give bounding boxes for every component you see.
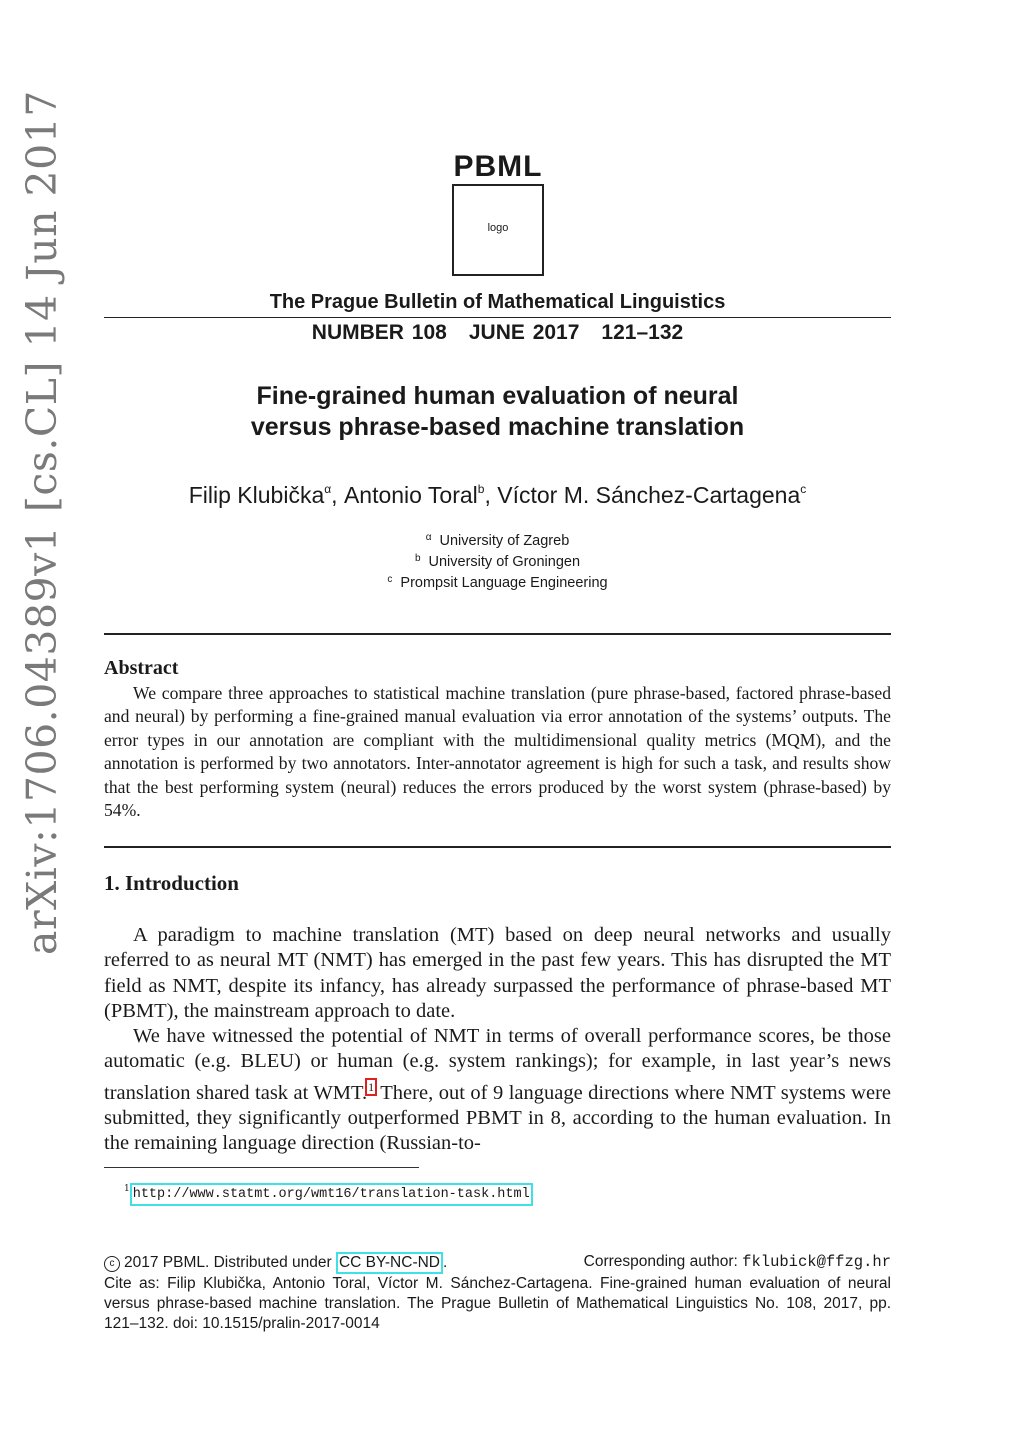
issue-date: JUNE 2017 [468,321,580,344]
abstract-heading: Abstract [104,657,179,679]
affiliation [104,550,891,571]
corresponding-label: Corresponding author: [583,1253,743,1270]
author-name: Antonio Toral [343,482,478,508]
affiliation-mark: c [387,574,393,585]
license-trailing-punct: . [443,1254,448,1271]
journal-name: The Prague Bulletin of Mathematical Linguistics [269,291,726,313]
copyright-text: 2017 PBML. Distributed under [124,1254,336,1271]
paragraph-text: There, out of 9 language directions where NMT systems were submitted, they significantly outperformed PBMT in 8, according to the human evaluation. In the remaining language direction (Russian-to- [104,1081,891,1155]
corresponding-author [584,1252,891,1274]
introduction-body [104,923,891,1157]
author-name: Filip Klubička [188,482,325,508]
footer-first-line [104,1252,891,1274]
title-line-2: versus phrase-based machine translation [250,413,745,441]
copyright-notice [104,1252,447,1274]
footnote-url-link[interactable]: http://www.statmt.org/wmt16/translation-task.html [130,1183,533,1206]
affiliation-name: University of Groningen [428,554,581,570]
header-rule [104,317,891,318]
issue-pages: 121–132 [601,321,684,344]
paragraph-text: We have witnessed the potential of NMT in terms of overall performance scores, be those automatic (e.g. BLEU) or human (e.g. system rankings); for example, in last year’s news translation shared task at WMT. [104,1025,891,1104]
paragraph [104,1024,891,1156]
copyright-icon: c [104,1256,120,1272]
journal-logo [452,184,544,276]
logo-placeholder-label: logo [487,222,509,234]
journal-acronym: PBML [453,150,543,183]
issue-number: NUMBER 108 [311,321,447,344]
affiliation-name: University of Zagreb [439,533,570,549]
citation: Cite as: Filip Klubička, Antonio Toral, Víctor M. Sánchez-Cartagena. Fine-grained human evaluation of neural versus phrase-based machine translation. The Prague Bulletin of Mathematical Linguistics No. 108, 2017, pp. 121–132. doi: 10.1515/pralin-2017-0014 [104,1275,891,1332]
author-affil-mark: b [477,482,485,496]
affiliation [104,529,891,550]
paper-title [104,381,891,443]
author-name: Víctor M. Sánchez-Cartagena [497,482,801,508]
affiliation-mark: α [425,532,432,543]
abstract-bottom-rule [104,846,891,848]
license-link[interactable]: CC BY-NC-ND [336,1252,443,1274]
section-heading-introduction: 1. Introduction [104,871,239,895]
author-affil-mark: α [324,482,332,496]
page-footer [104,1252,891,1334]
author-affil-mark: c [800,482,807,496]
arxiv-identifier: arXiv:1706.04389v1 [cs.CL] 14 Jun 2017 [18,90,66,955]
footnote [124,1183,533,1206]
abstract-top-rule [104,633,891,635]
corresponding-email: fklubick@ffzg.hr [742,1253,891,1271]
issue-line [104,321,891,345]
affiliation-name: Prompsit Language Engineering [400,575,608,591]
affiliation [104,571,891,592]
footnote-rule [104,1167,419,1168]
author-list: Filip Klubička$^\alpha$, Antonio Toral$^b$, Víctor M. Sánchez-Cartagena$^c$ [188,482,807,508]
affiliation-list [104,529,891,592]
footnote-reference-link[interactable]: 1 [368,1079,375,1094]
abstract-text: We compare three approaches to statistical machine translation (pure phrase-based, factored phrase-based and neural) by performing a fine-grained manual evaluation via error annotation of the systems’ outputs. The error types in our annotation are compliant with the multidimensional quality metrics (MQM), and the annotation is performed by two annotators. Inter-annotator agreement is high for such a task, and results show that the best performing system (neural) reduces the errors produced by the worst system (phrase-based) by 54%. [104,683,891,821]
affiliation-mark: b [414,553,421,564]
footnote-number: 1 [124,1184,130,1194]
paragraph: A paradigm to machine translation (MT) based on deep neural networks and usually referred to as neural MT (NMT) has emerged in the past few years. This has disrupted the MT field as NMT, despite its infancy, has already surpassed the performance of phrase-based MT (PBMT), the mainstream approach to date. [104,924,891,1022]
title-line-1: Fine-grained human evaluation of neural [256,382,739,410]
